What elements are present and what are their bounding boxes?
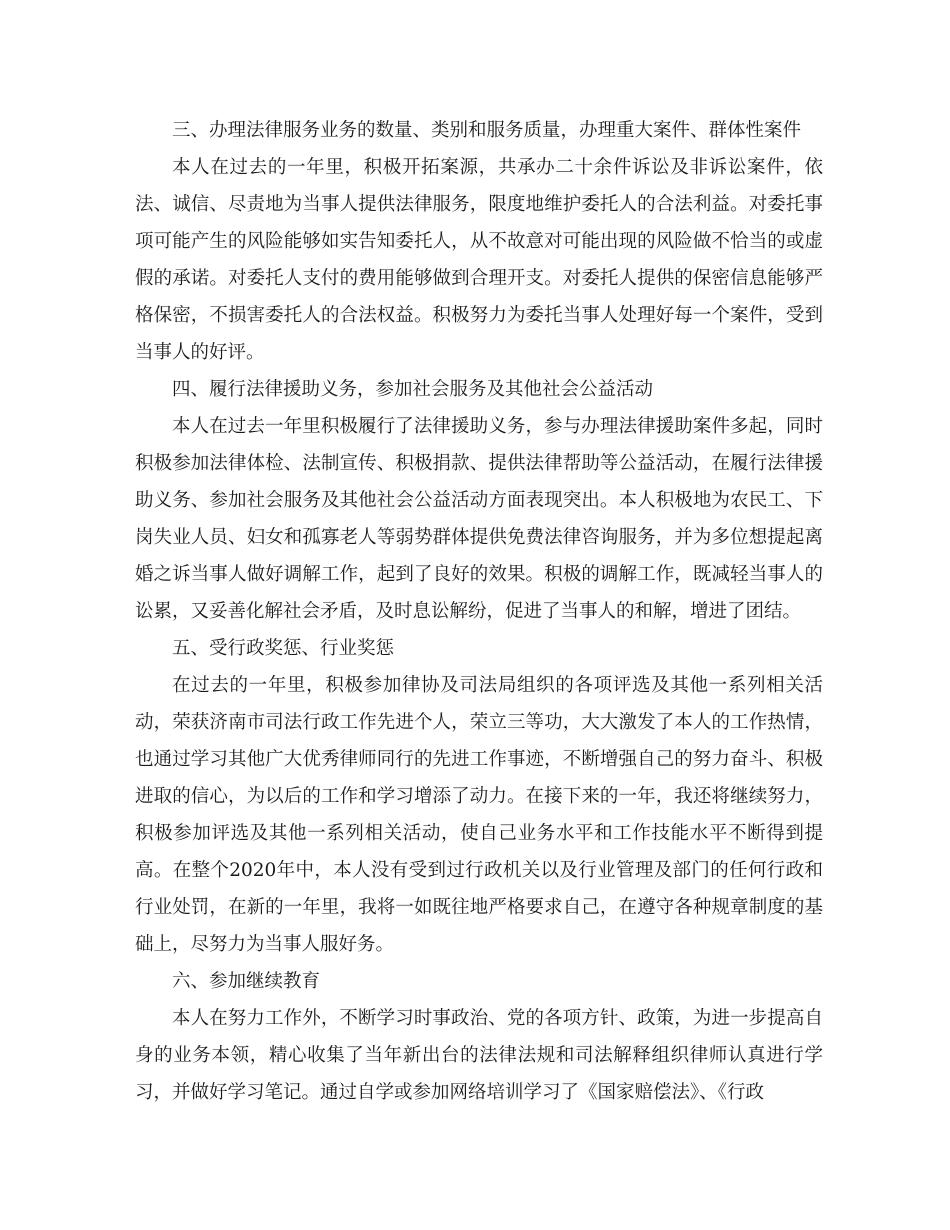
section-heading-5: 五、受行政奖惩、行业奖惩 xyxy=(172,638,395,659)
section-heading-3: 三、办理法律服务业务的数量、类别和服务质量，办理重大案件、群体性案件 xyxy=(172,120,802,141)
section-paragraph-6: 本人在努力工作外，不断学习时事政治、党的各项方针、政策，为进一步提高自身的业务本领，精心收集了当年新出台的法律法规和司法解释组织律师认真进行学习，并做好学习笔记。通过自学或参加网络培训学习了《国家赔偿法》、《行政 xyxy=(135,1008,823,1103)
document-body xyxy=(135,112,823,1111)
section-paragraph-3: 本人在过去的一年里，积极开拓案源，共承办二十余件诉讼及非诉讼案件，依法、诚信、尽责地为当事人提供法律服务，限度地维护委托人的合法利益。对委托事项可能产生的风险能够如实告知委托人，从不故意对可能出现的风险做不恰当的或虚假的承诺。对委托人支付的费用能够做到合理开支。对委托人提供的保密信息能够严格保密，不损害委托人的合法权益。积极努力为委托当事人处理好每一个案件，受到当事人的好评。 xyxy=(135,157,823,363)
section-heading-6: 六、参加继续教育 xyxy=(172,971,321,992)
section-paragraph-4: 本人在过去一年里积极履行了法律援助义务，参与办理法律援助案件多起，同时积极参加法律体检、法制宣传、积极捐款、提供法律帮助等公益活动，在履行法律援助义务、参加社会服务及其他社会公益活动方面表现突出。本人积极地为农民工、下岗失业人员、妇女和孤寡老人等弱势群体提供免费法律咨询服务，并为多位想提起离婚之诉当事人做好调解工作，起到了良好的效果。积极的调解工作，既减轻当事人的讼累，又妥善化解社会矛盾，及时息讼解纷，促进了当事人的和解，增进了团结。 xyxy=(135,416,823,622)
section-paragraph-5: 在过去的一年里，积极参加律协及司法局组织的各项评选及其他一系列相关活动，荣获济南市司法行政工作先进个人，荣立三等功，大大激发了本人的工作热情，也通过学习其他广大优秀律师同行的先进工作事迹，不断增强自己的努力奋斗、积极进取的信心，为以后的工作和学习增添了动力。在接下来的一年，我还将继续努力，积极参加评选及其他一系列相关活动，使自己业务水平和工作技能水平不断得到提高。在整个2020年中，本人没有受到过行政机关以及行业管理及部门的任何行政和行业处罚，在新的一年里，我将一如既往地严格要求自己，在遵守各种规章制度的基础上，尽努力为当事人服好务。 xyxy=(135,675,823,955)
section-heading-4: 四、履行法律援助义务，参加社会服务及其他社会公益活动 xyxy=(172,379,654,400)
